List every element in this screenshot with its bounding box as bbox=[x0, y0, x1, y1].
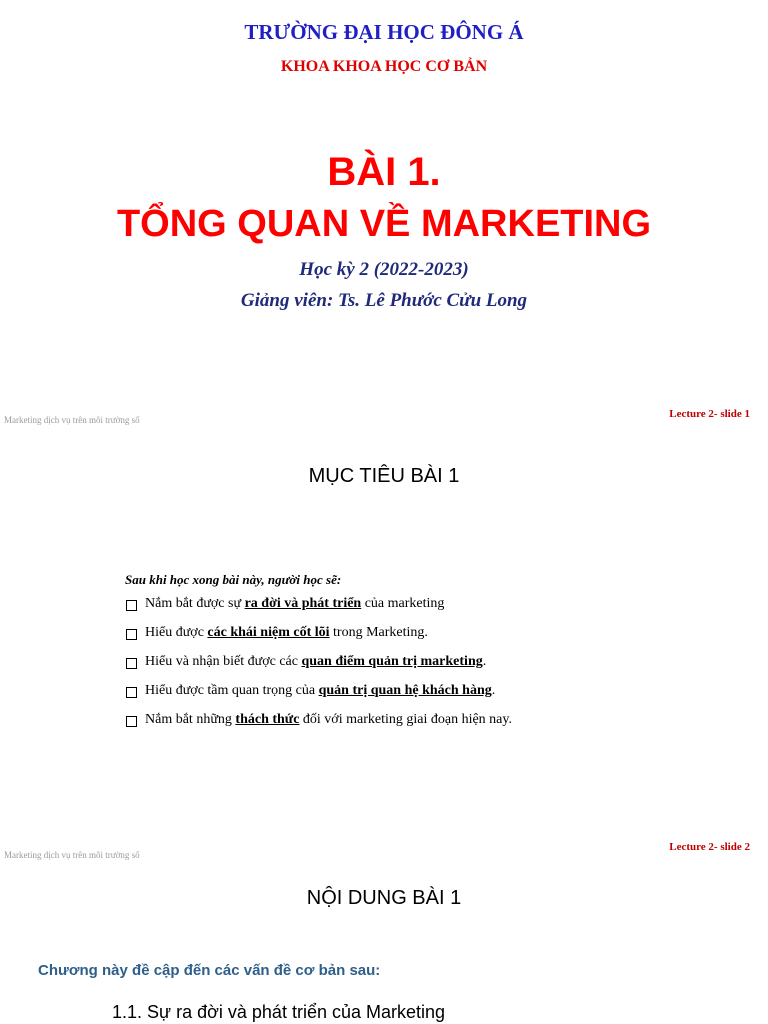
contents-intro: Chương này đề cập đến các vấn đề cơ bản sau: bbox=[38, 962, 381, 979]
objectives-title: MỤC TIÊU BÀI 1 bbox=[308, 465, 460, 487]
checkbox-icon bbox=[126, 716, 137, 727]
lesson-number: BÀI 1. bbox=[327, 150, 441, 194]
objective-text: Hiểu được tầm quan trọng của quản trị quan hệ khách hàng. bbox=[145, 683, 496, 698]
contents-title: NỘI DUNG BÀI 1 bbox=[306, 887, 462, 909]
objective-text: Nắm bắt những thách thức đối với marketing giai đoạn hiện nay. bbox=[145, 712, 512, 727]
objective-item bbox=[125, 712, 512, 741]
lesson-title: TỔNG QUAN VỀ MARKETING bbox=[116, 203, 652, 245]
objective-item bbox=[125, 654, 512, 683]
checkbox-icon bbox=[126, 658, 137, 669]
objective-item bbox=[125, 596, 512, 625]
objectives-list bbox=[125, 596, 512, 741]
semester-label: Học kỳ 2 (2022-2023) bbox=[299, 259, 469, 280]
university-name: TRƯỜNG ĐẠI HỌC ĐÔNG Á bbox=[244, 20, 524, 44]
checkbox-icon bbox=[126, 600, 137, 611]
objective-text: Nắm bắt được sự ra đời và phát triển của marketing bbox=[145, 596, 445, 611]
objective-text: Hiểu và nhận biết được các quan điểm quản trị marketing. bbox=[145, 654, 487, 669]
lecturer-label: Giảng viên: Ts. Lê Phước Cửu Long bbox=[240, 290, 528, 311]
objectives-intro: Sau khi học xong bài này, người học sẽ: bbox=[125, 572, 342, 587]
objective-item bbox=[125, 683, 512, 712]
objective-item bbox=[125, 625, 512, 654]
slide2-footer-course: Marketing dịch vụ trên môi trường số bbox=[4, 850, 140, 860]
objective-text: Hiểu được các khái niệm cốt lõi trong Marketing. bbox=[145, 625, 428, 640]
faculty-name: KHOA KHOA HỌC CƠ BẢN bbox=[280, 58, 488, 75]
slide1-footer-course: Marketing dịch vụ trên môi trường số bbox=[4, 415, 140, 425]
checkbox-icon bbox=[126, 687, 137, 698]
contents-item: 1.1. Sự ra đời và phát triển của Marketing bbox=[112, 1002, 446, 1022]
slide2-footer-number: Lecture 2- slide 2 bbox=[669, 841, 750, 853]
checkbox-icon bbox=[126, 629, 137, 640]
slide1-footer-number: Lecture 2- slide 1 bbox=[669, 408, 750, 420]
